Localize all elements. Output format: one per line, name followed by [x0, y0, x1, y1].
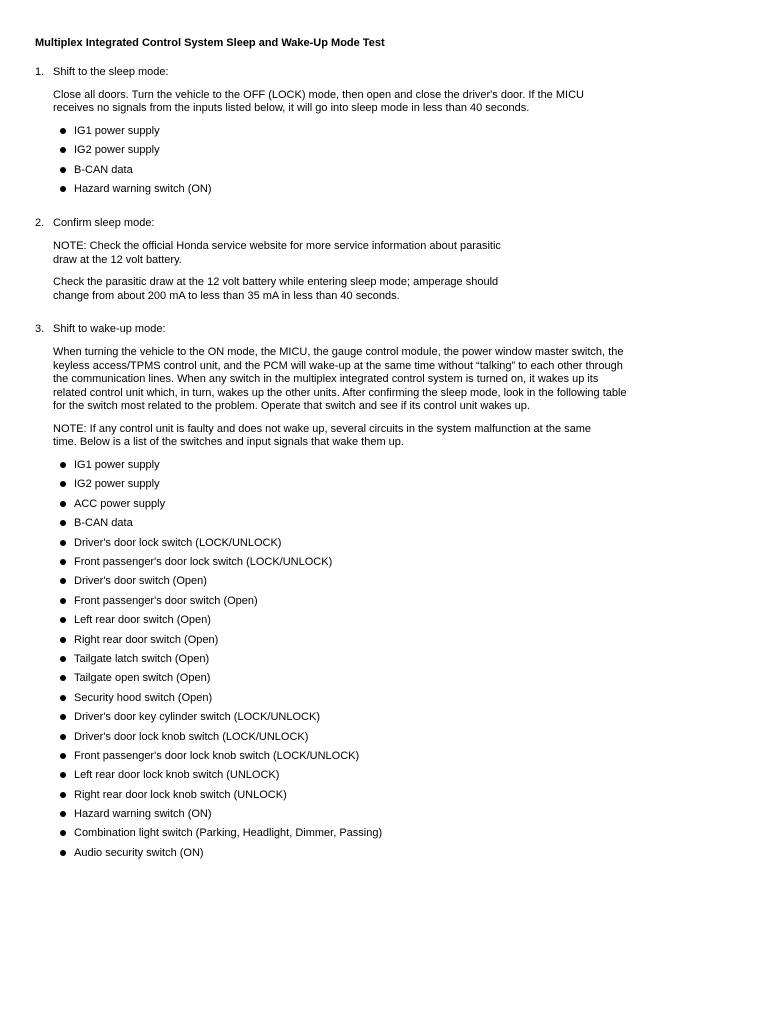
- list-item: [53, 574, 635, 593]
- list-item-text: Combination light switch (Parking, Headlight, Dimmer, Passing): [74, 827, 383, 840]
- list-item: [53, 826, 635, 845]
- list-item: [53, 807, 635, 826]
- bullet-icon: [60, 462, 66, 468]
- list-item-text: Security hood switch (Open): [74, 691, 213, 704]
- list-item: [53, 768, 635, 787]
- step-heading: Shift to wake-up mode:: [53, 323, 166, 336]
- list-item: [53, 458, 635, 477]
- list-item: [53, 633, 635, 652]
- step-paragraph: When turning the vehicle to the ON mode, the MICU, the gauge control module, the power window master switch, the keyless access/TPMS control unit, and the PCM will wake-up at the same time without “talking” to each other through the communication lines. When any switch in the multiplex integrated control system is turned on, it wakes up its related control unit which, in turn, wakes up the other units. After confirming the sleep mode, look in the following table for the switch most related to the problem. Operate that switch and see if its control unit wakes up.: [53, 345, 627, 413]
- bullet-icon: [60, 481, 66, 487]
- bullet-icon: [60, 637, 66, 643]
- bullet-icon: [60, 753, 66, 759]
- list-item-text: Tailgate latch switch (Open): [74, 652, 210, 665]
- bullet-icon: [60, 734, 66, 740]
- list-item-text: ACC power supply: [74, 497, 166, 510]
- list-item-text: Front passenger's door lock switch (LOCK/UNLOCK): [74, 556, 333, 569]
- list-item: [53, 710, 635, 729]
- list-item-text: Driver's door lock knob switch (LOCK/UNLOCK): [74, 730, 309, 743]
- list-item: [53, 124, 635, 143]
- list-item-text: Audio security switch (ON): [74, 846, 204, 859]
- bullet-icon: [60, 128, 66, 134]
- list-item-text: IG1 power supply: [74, 124, 160, 137]
- bullet-icon: [60, 617, 66, 623]
- list-item-text: Driver's door lock switch (LOCK/UNLOCK): [74, 536, 282, 549]
- bullet-icon: [60, 714, 66, 720]
- list-item-text: B-CAN data: [74, 517, 133, 530]
- list-item: [53, 594, 635, 613]
- list-item-text: Right rear door lock knob switch (UNLOCK): [74, 788, 287, 801]
- step-note: NOTE: Check the official Honda service website for more service information about parasitic draw at the 12 volt battery.: [53, 239, 501, 266]
- list-item: [53, 555, 635, 574]
- list-item-text: IG1 power supply: [74, 459, 160, 472]
- list-item-text: Right rear door switch (Open): [74, 633, 219, 646]
- bullet-icon: [60, 540, 66, 546]
- list-item: [53, 788, 635, 807]
- bullet-icon: [60, 830, 66, 836]
- bullet-icon: [60, 147, 66, 153]
- list-item: [53, 691, 635, 710]
- list-item: [53, 846, 635, 865]
- bullet-icon: [60, 501, 66, 507]
- list-item: [53, 163, 635, 182]
- list-item: [53, 749, 635, 768]
- list-item: [53, 671, 635, 690]
- list-item: [53, 652, 635, 671]
- bullet-icon: [60, 772, 66, 778]
- list-item: [53, 613, 635, 632]
- step-1: [35, 66, 635, 201]
- list-item-text: Left rear door lock knob switch (UNLOCK): [74, 769, 280, 782]
- list-item-text: Left rear door switch (Open): [74, 614, 211, 627]
- step-paragraph: Check the parasitic draw at the 12 volt battery while entering sleep mode; amperage should change from about 200 mA to less than 35 mA in less than 40 seconds.: [53, 276, 499, 302]
- list-item-text: Tailgate open switch (Open): [74, 672, 211, 685]
- bullet-icon: [60, 598, 66, 604]
- page-title: Multiplex Integrated Control System Sleep and Wake-Up Mode Test: [35, 37, 385, 49]
- bullet-icon: [60, 811, 66, 817]
- list-item-text: B-CAN data: [74, 163, 133, 176]
- list-item: [53, 143, 635, 162]
- step-number: 2.: [35, 217, 45, 230]
- document: [35, 36, 635, 865]
- step-2: [35, 217, 635, 303]
- bullet-icon: [60, 792, 66, 798]
- bullet-list: [53, 458, 635, 865]
- step-3: [35, 323, 635, 865]
- list-item-text: IG2 power supply: [74, 478, 160, 491]
- list-item-text: Hazard warning switch (ON): [74, 808, 212, 821]
- bullet-icon: [60, 656, 66, 662]
- step-heading: Confirm sleep mode:: [53, 217, 155, 230]
- list-item: [53, 516, 635, 535]
- list-item-text: IG2 power supply: [74, 144, 160, 157]
- step-heading: Shift to the sleep mode:: [53, 66, 169, 78]
- list-item-text: Driver's door switch (Open): [74, 575, 207, 588]
- bullet-icon: [60, 167, 66, 173]
- bullet-icon: [60, 186, 66, 192]
- list-item-text: Front passenger's door lock knob switch (LOCK/UNLOCK): [74, 749, 360, 762]
- step-number: 1.: [35, 66, 45, 78]
- list-item-text: Front passenger's door switch (Open): [74, 594, 258, 607]
- list-item: [53, 497, 635, 516]
- bullet-list: [53, 124, 635, 202]
- list-item: [53, 730, 635, 749]
- bullet-icon: [60, 520, 66, 526]
- step-number: 3.: [35, 323, 45, 336]
- bullet-icon: [60, 578, 66, 584]
- bullet-icon: [60, 675, 66, 681]
- list-item-text: Hazard warning switch (ON): [74, 182, 212, 195]
- list-item: [53, 182, 635, 201]
- step-paragraph: Close all doors. Turn the vehicle to the OFF (LOCK) mode, then open and close the driver's door. If the MICU receives no signals from the inputs listed below, it will go into sleep mode in less than 40 seconds.: [53, 88, 584, 115]
- bullet-icon: [60, 695, 66, 701]
- list-item: [53, 536, 635, 555]
- list-item-text: Driver's door key cylinder switch (LOCK/UNLOCK): [74, 711, 320, 724]
- list-item: [53, 477, 635, 496]
- bullet-icon: [60, 850, 66, 856]
- step-note: NOTE: If any control unit is faulty and does not wake up, several circuits in the system malfunction at the same time. Below is a list of the switches and input signals that wake them up.: [53, 422, 592, 449]
- bullet-icon: [60, 559, 66, 565]
